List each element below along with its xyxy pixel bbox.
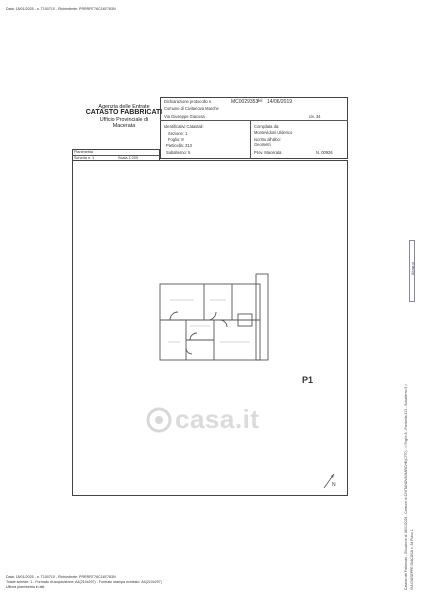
- protocollo-value: MC0029353: [231, 99, 259, 105]
- dichiarazione-label: Dichiarazione protocollo n.: [164, 99, 213, 104]
- north-arrow-icon: [320, 470, 340, 492]
- watermark-text: casa.it: [175, 404, 260, 434]
- comune-label: Comune di Civitanova Marche: [164, 106, 219, 111]
- agency-line4: Macerata: [112, 123, 136, 130]
- via-label: Via Giuseppe Giacosa: [164, 114, 205, 119]
- floor-plan: [150, 270, 280, 370]
- vertical-catasto-text: Catasto dei Fabbricati - Situazione al 18/01/2025 - Comune di CIVITANOVA MARCHE(C770) - < Foglio 8 - Particella 313 - Subalterno 5 >: [404, 383, 408, 590]
- agency-block: [84, 104, 164, 130]
- agency-line3: Ufficio Provinciale di: [99, 116, 149, 123]
- iscritto-value: Geometri: [254, 142, 271, 147]
- scala-label: Scala 1:200: [118, 156, 139, 160]
- iscritto-label: Iscritto all'albo:: [254, 137, 281, 142]
- plan-door-5: [186, 348, 192, 354]
- plan-appendage: [256, 274, 268, 360]
- planimetria-title: Planimetria: [74, 150, 93, 154]
- civ-label: civ. 34: [309, 114, 321, 119]
- compilata-name: Montevidoni Ulderico: [254, 130, 293, 135]
- north-label: N: [332, 482, 336, 488]
- plan-door-3: [190, 333, 197, 340]
- plan-outer-wall: [160, 284, 260, 360]
- side-stamp-box: [409, 240, 415, 302]
- bottom-stamp-line2: Totale schede: 1 - Formato di acquisizione: A4(210x297) - Formato stampa richiesto: A4(210x297): [6, 580, 162, 584]
- numero-value: N. 00926: [316, 150, 333, 155]
- compilata-label: Compilata da:: [254, 124, 280, 129]
- vertical-address-text: VIA GIUSEPPE GIACOSA n. 34 Piano 1: [410, 529, 414, 590]
- header-divider-2: [250, 120, 251, 159]
- plan-door-1: [170, 312, 178, 320]
- foglio-value: Foglio: 8: [168, 137, 184, 142]
- del-date: 14/06/2019: [267, 99, 293, 105]
- particella-value: Particella: 313: [166, 143, 192, 148]
- sezione-value: Sezione: 1: [168, 131, 188, 136]
- top-stamp: Data: 18/01/2025 - n. T100710 - Richiedente: PRRRRT76C14E783N: [6, 7, 116, 11]
- agency-line2: CATASTO FABBRICATI: [85, 109, 163, 117]
- bottom-stamp-line1: Data: 18/01/2025 - n. T100710 - Richiedente: PRRRRT76C14E783N: [6, 575, 116, 579]
- floor-label: P1: [302, 375, 314, 385]
- plan-door-4: [220, 320, 227, 327]
- subalterno-value: Subalterno: 5: [166, 150, 191, 155]
- header-divider-1: [160, 120, 348, 121]
- agency-line1: Agenzia delle Entrate: [98, 104, 150, 110]
- watermark-logo-icon: [146, 407, 172, 433]
- identificativi-label: Identificativi Catastali:: [164, 124, 204, 129]
- prov-label: Prov. Macerata: [254, 150, 282, 155]
- del-label: del: [257, 98, 263, 103]
- scheda-label: Scheda n. 1: [74, 156, 95, 160]
- bottom-stamp-line3: Ultima planimetria in atti: [6, 585, 45, 589]
- side-code: Ultima pl: [411, 262, 415, 276]
- plan-door-2: [208, 312, 216, 320]
- watermark: [146, 404, 259, 435]
